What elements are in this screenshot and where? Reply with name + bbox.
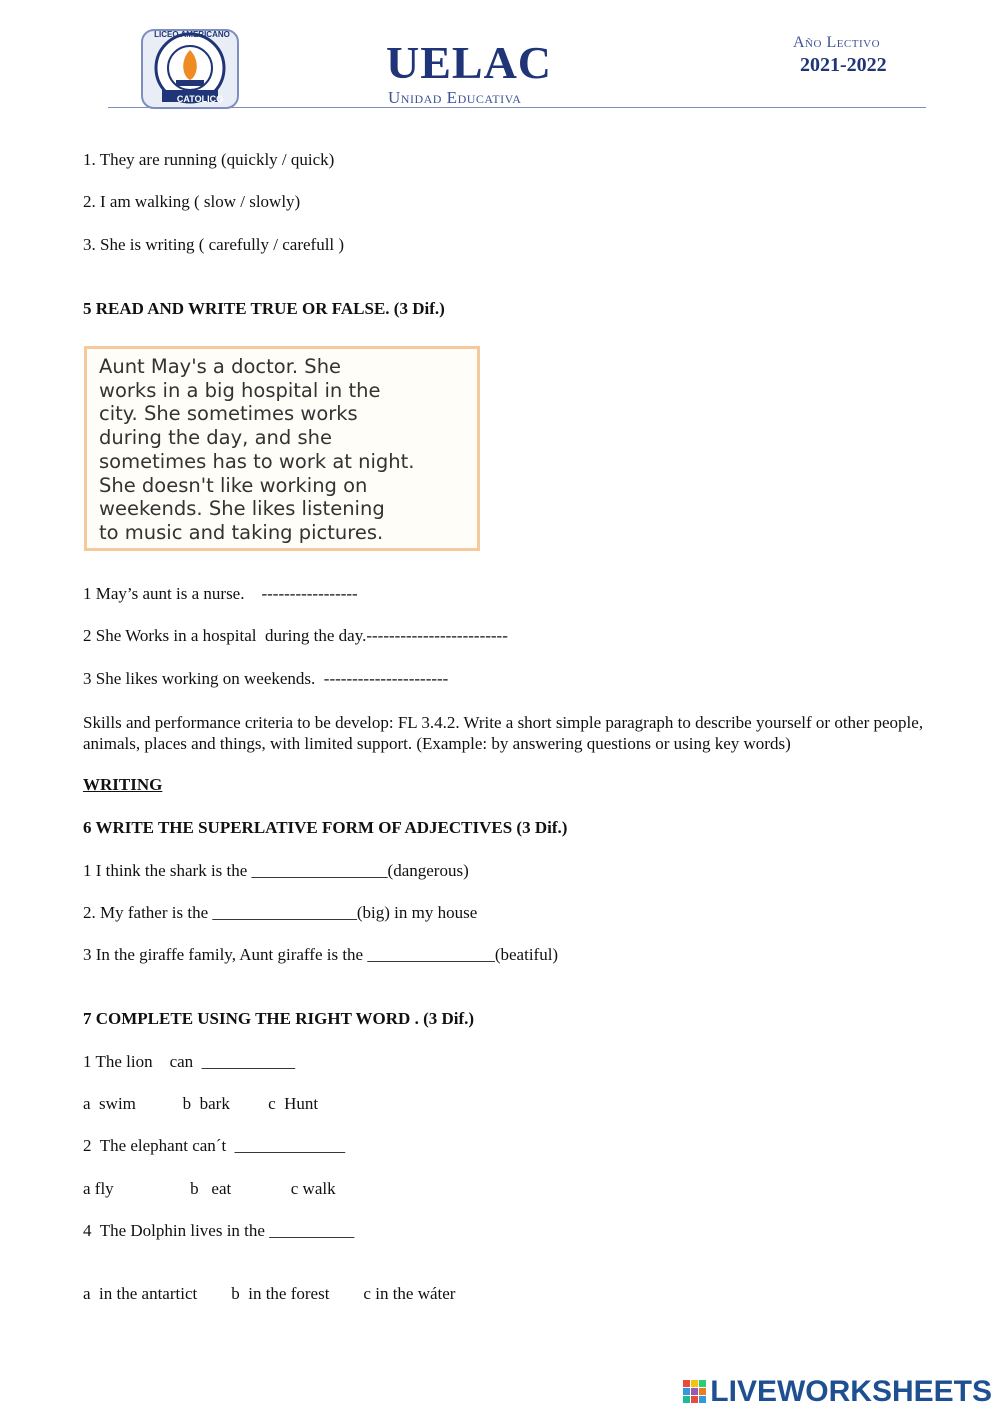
header-divider [108, 107, 926, 108]
section-7-heading: 7 COMPLETE USING THE RIGHT WORD . (3 Dif.) [83, 1009, 475, 1028]
writing-label: WRITING [83, 775, 163, 794]
true-false-item-3[interactable]: 3 She likes working on weekends. ---------------------- [83, 669, 449, 688]
school-year: 2021-2022 [800, 54, 887, 76]
liveworksheets-icon [683, 1380, 707, 1404]
complete-options-3[interactable]: a in the antartict b in the forest c in the wáter [83, 1284, 456, 1303]
brand-text: LIVEWORKSHEETS [710, 1375, 992, 1408]
liveworksheets-brand[interactable] [683, 1372, 992, 1412]
year-label: Año Lectivo [793, 34, 881, 51]
complete-options-1[interactable]: a swim b bark c Hunt [83, 1094, 319, 1113]
adverb-item-3: 3. She is writing ( carefully / carefull ) [83, 235, 345, 254]
adverb-item-1: 1. They are running (quickly / quick) [83, 150, 335, 169]
superlative-item-3[interactable]: 3 In the giraffe family, Aunt giraffe is the _______________(beatiful) [83, 945, 559, 964]
complete-options-2[interactable]: a fly b eat c walk [83, 1179, 336, 1198]
adverb-item-2: 2. I am walking ( slow / slowly) [83, 192, 301, 211]
logo-text-bottom: CATOLICO [176, 94, 224, 104]
criteria-paragraph: Skills and performance criteria to be develop: FL 3.4.2. Write a short simple paragraph to describe yourself or other people, animals, places and things, with limited support. (Example: by answering questions or using key words) [83, 713, 924, 753]
logo-text-top: LICEO AMERICANO [154, 30, 230, 39]
page-title: UELAC [386, 37, 553, 88]
page-subtitle: Unidad Educativa [388, 88, 522, 107]
complete-question-1[interactable]: 1 The lion can ___________ [83, 1052, 296, 1071]
section-5-heading: 5 READ AND WRITE TRUE OR FALSE. (3 Dif.) [83, 299, 445, 318]
complete-question-3[interactable]: 4 The Dolphin lives in the __________ [83, 1221, 355, 1240]
complete-question-2[interactable]: 2 The elephant can´t _____________ [83, 1136, 346, 1155]
superlative-item-2[interactable]: 2. My father is the _________________(big) in my house [83, 903, 478, 922]
superlative-item-1[interactable]: 1 I think the shark is the ________________(dangerous) [83, 861, 469, 880]
true-false-item-2[interactable]: 2 She Works in a hospital during the day.------------------------- [83, 626, 508, 645]
section-6-heading: 6 WRITE THE SUPERLATIVE FORM OF ADJECTIVES (3 Dif.) [83, 818, 568, 837]
true-false-item-1[interactable]: 1 May’s aunt is a nurse. ----------------- [83, 584, 358, 603]
reading-passage: Aunt May's a doctor. She works in a big hospital in the city. She sometimes works during the day, and she sometimes has to work at night. She doesn't like working on weekends. She likes listening to music and taking pictures. [84, 346, 480, 551]
